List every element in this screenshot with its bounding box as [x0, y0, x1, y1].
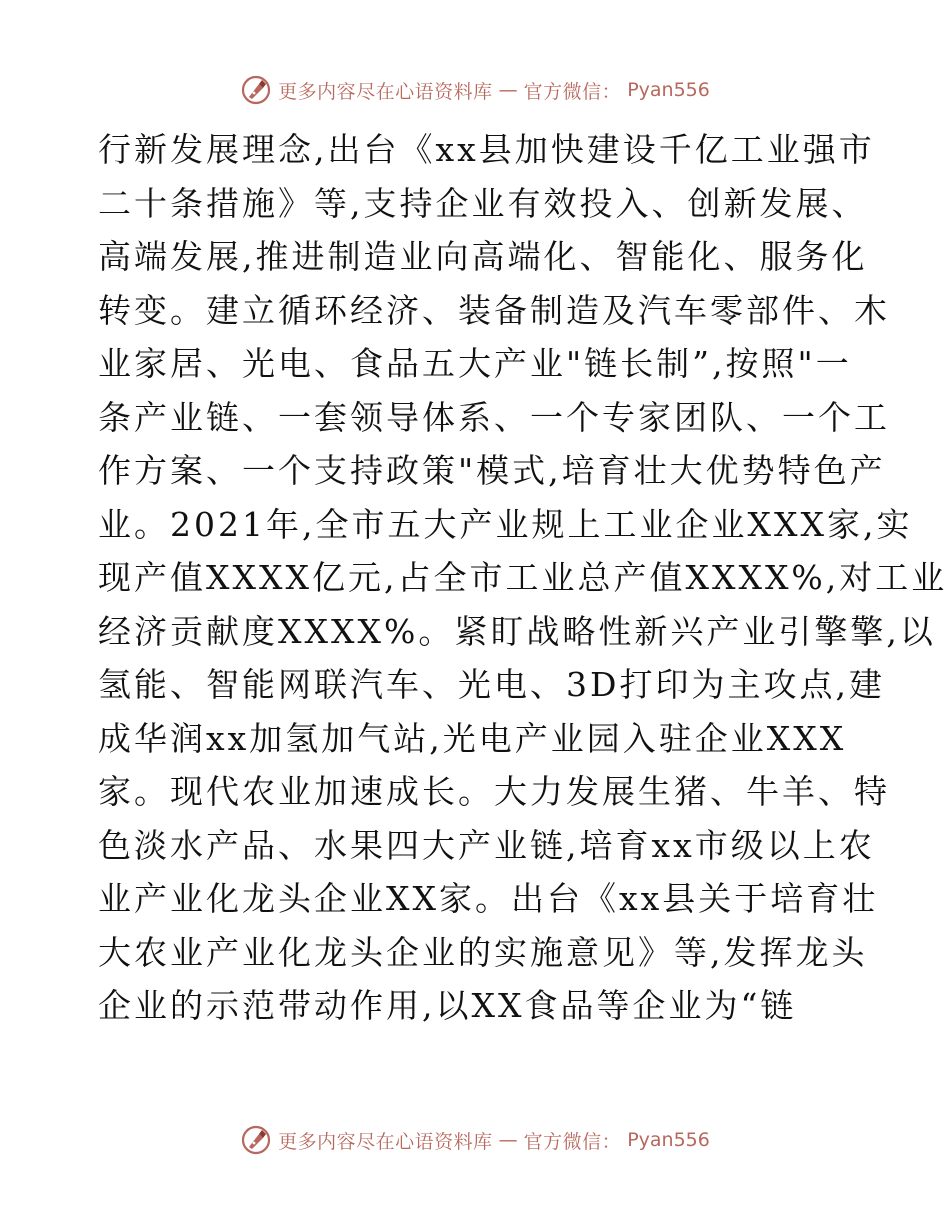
- text-line: 二十条措施》等,支持企业有效投入、创新发展、: [98, 183, 868, 223]
- fountain-pen-circle-icon: [240, 1124, 272, 1156]
- text-line: 企业的示范带动作用,以XX食品等企业为“链: [98, 986, 797, 1025]
- fountain-pen-circle-icon: [240, 74, 272, 106]
- text-line: 氢能、智能网联汽车、光电、3D打印为主攻点,建: [98, 665, 885, 704]
- text-line: 成华润xx加氢加气站,光电产业园入驻企业XXX: [98, 718, 847, 758]
- wechat-label: 官方微信：: [523, 80, 622, 103]
- text-line: 作方案、一个支持政策"模式,培育壮大优势特色产: [98, 451, 886, 490]
- text-line: 业产业化龙头企业XX家。出台《xx县关于培育壮: [98, 879, 879, 918]
- document-body: [98, 123, 948, 1033]
- banner-separator: —: [498, 79, 518, 101]
- text-line: 业家居、光电、食品五大产业"链长制”,按照"一: [98, 344, 852, 383]
- text-line: 高端发展,推进制造业向高端化、智能化、服务化: [98, 237, 868, 276]
- footer-banner: [0, 1120, 950, 1160]
- text-line: 家。现代农业加速成长。大力发展生猪、牛羊、特: [98, 772, 890, 811]
- banner-text: 更多内容尽在心语资料库: [278, 1130, 493, 1153]
- banner-separator: —: [498, 1129, 518, 1151]
- text-line: 现产值XXXX亿元,占全市工业总产值XXXX%,对工业: [98, 558, 948, 597]
- wechat-id: Pyan556: [627, 1129, 710, 1151]
- text-line: 色淡水产品、水果四大产业链,培育xx市级以上农: [98, 825, 875, 865]
- text-line: 条产业链、一套领导体系、一个专家团队、一个工: [98, 397, 890, 437]
- text-line: 经济贡献度XXXX%。紧盯战略性新兴产业引擎擎,以: [98, 611, 936, 651]
- text-line: 行新发展理念,出台《xx县加快建设千亿工业强市: [98, 130, 875, 169]
- text-line: 大农业产业化龙头企业的实施意见》等,发挥龙头: [98, 932, 868, 972]
- text-line: 转变。建立循环经济、装备制造及汽车零部件、木: [98, 290, 890, 330]
- wechat-label: 官方微信：: [523, 1130, 622, 1153]
- header-banner: [0, 70, 950, 110]
- wechat-id: Pyan556: [627, 79, 710, 101]
- banner-text: 更多内容尽在心语资料库: [278, 80, 493, 103]
- text-line: 业。2021年,全市五大产业规上工业企业XXX家,实: [98, 504, 913, 544]
